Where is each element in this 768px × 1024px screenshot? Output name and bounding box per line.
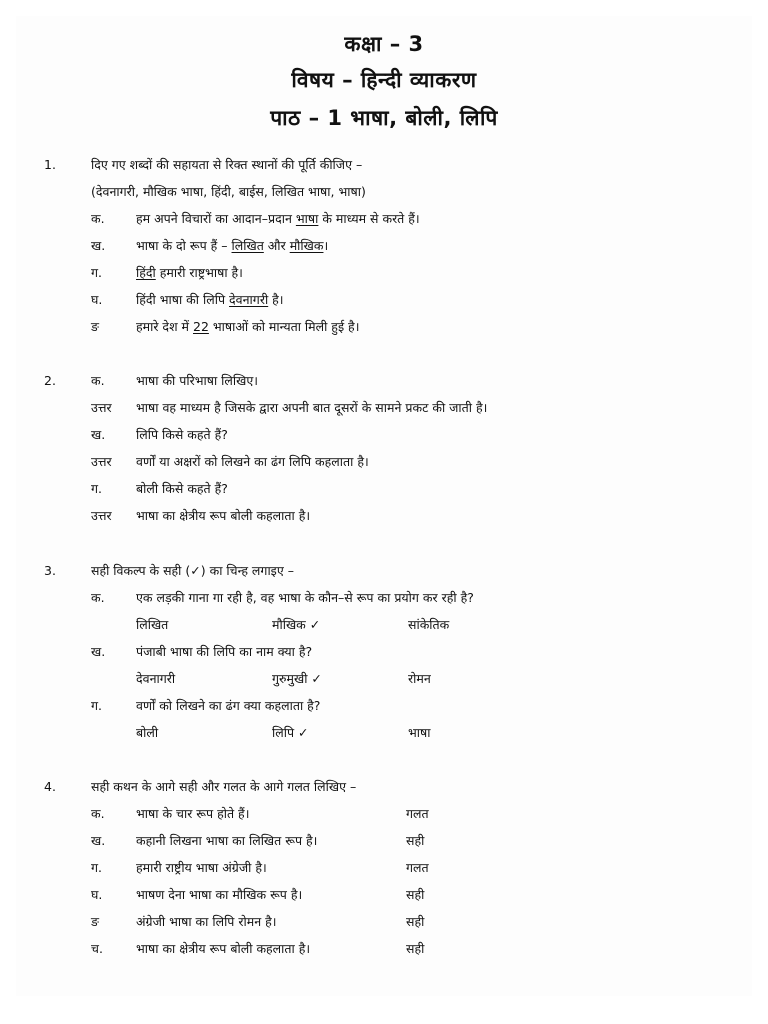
row-label: ख.	[91, 427, 106, 442]
item-label: ङ	[91, 319, 99, 334]
row-text: भाषा का क्षेत्रीय रूप बोली कहलाता है।	[136, 508, 311, 523]
answer-underlined: मौखिक	[289, 238, 324, 253]
q3-number: 3.	[44, 563, 56, 578]
row-text: लिपि किसे कहते हैं?	[136, 427, 228, 442]
item-label: ख.	[91, 833, 106, 848]
question-text: पंजाबी भाषा की लिपि का नाम क्या है?	[136, 644, 313, 659]
q1-word-bank: (देवनागरी, मौखिक भाषा, हिंदी, बाईस, लिखित भाषा, भाषा)	[91, 184, 366, 199]
answer-text: सही	[406, 887, 425, 902]
item-label: च.	[91, 941, 103, 956]
row-label: क.	[91, 373, 105, 388]
question-text: एक लड़की गाना गा रही है, वह भाषा के कौन–से रूप का प्रयोग कर रही है?	[136, 590, 474, 605]
option: सांकेतिक	[408, 617, 450, 632]
item-label: घ.	[91, 887, 103, 902]
answer-text: गलत	[406, 860, 429, 875]
answer-underlined: देवनागरी	[229, 292, 269, 307]
answer-text: गलत	[406, 806, 429, 821]
option: देवनागरी	[136, 671, 176, 686]
item-text: भाषा के दो रूप हैं – लिखित और मौखिक।	[136, 238, 329, 253]
item-label: ख.	[91, 238, 106, 253]
item-label: ग.	[91, 265, 103, 280]
lesson-heading: पाठ – 1 भाषा, बोली, लिपि	[270, 106, 498, 130]
item-label: क.	[91, 211, 105, 226]
statement-text: कहानी लिखना भाषा का लिखित रूप है।	[136, 833, 318, 848]
row-label: उत्तर	[91, 400, 112, 415]
option: रोमन	[408, 671, 431, 686]
statement-text: भाषण देना भाषा का मौखिक रूप है।	[136, 887, 303, 902]
item-label: ग.	[91, 698, 103, 713]
option-selected: मौखिक ✓	[272, 617, 321, 632]
item-label: क.	[91, 806, 105, 821]
q1-number: 1.	[44, 157, 56, 172]
item-text: हमारे देश में 22 भाषाओं को मान्यता मिली हुई है।	[136, 319, 360, 334]
q3-instruction: सही विकल्प के सही (✓) का चिन्ह लगाइए –	[91, 563, 294, 578]
option: भाषा	[408, 725, 431, 740]
answer-text: सही	[406, 833, 425, 848]
statement-text: भाषा का क्षेत्रीय रूप बोली कहलाता है।	[136, 941, 311, 956]
row-text: भाषा की परिभाषा लिखिए।	[136, 373, 259, 388]
item-text: हम अपने विचारों का आदान–प्रदान भाषा के माध्यम से करते हैं।	[136, 211, 420, 226]
worksheet-page	[16, 16, 752, 996]
row-text: भाषा वह माध्यम है जिसके द्वारा अपनी बात दूसरों के सामने प्रकट की जाती है।	[136, 400, 488, 415]
item-label: ग.	[91, 860, 103, 875]
row-label: उत्तर	[91, 508, 112, 523]
option-selected: गुरुमुखी ✓	[272, 671, 322, 686]
answer-underlined: हिंदी	[136, 265, 156, 280]
item-label: ख.	[91, 644, 106, 659]
statement-text: भाषा के चार रूप होते हैं।	[136, 806, 250, 821]
answer-underlined: भाषा	[295, 211, 319, 226]
q2-number: 2.	[44, 373, 56, 388]
item-label: घ.	[91, 292, 103, 307]
item-label: क.	[91, 590, 105, 605]
q4-number: 4.	[44, 779, 56, 794]
row-text: वर्णों या अक्षरों को लिखने का ढंग लिपि कहलाता है।	[136, 454, 369, 469]
item-text: हिंदी हमारी राष्ट्रभाषा है।	[136, 265, 243, 280]
q1-instruction: दिए गए शब्दों की सहायता से रिक्त स्थानों की पूर्ति कीजिए –	[91, 157, 363, 172]
item-label: ङ	[91, 914, 99, 929]
item-text: हिंदी भाषा की लिपि देवनागरी है।	[136, 292, 284, 307]
answer-underlined: लिखित	[231, 238, 264, 253]
statement-text: अंग्रेजी भाषा का लिपि रोमन है।	[136, 914, 277, 929]
row-label: ग.	[91, 481, 103, 496]
q4-instruction: सही कथन के आगे सही और गलत के आगे गलत लिखिए –	[91, 779, 357, 794]
option: बोली	[136, 725, 159, 740]
option: लिखित	[136, 617, 169, 632]
answer-underlined: 22	[193, 319, 209, 334]
statement-text: हमारी राष्ट्रीय भाषा अंग्रेजी है।	[136, 860, 267, 875]
class-heading: कक्षा – 3	[344, 32, 424, 56]
row-text: बोली किसे कहते हैं?	[136, 481, 228, 496]
option-selected: लिपि ✓	[272, 725, 309, 740]
answer-text: सही	[406, 941, 425, 956]
answer-text: सही	[406, 914, 425, 929]
question-text: वर्णों को लिखने का ढंग क्या कहलाता है?	[136, 698, 321, 713]
row-label: उत्तर	[91, 454, 112, 469]
subject-heading: विषय – हिन्दी व्याकरण	[291, 68, 477, 92]
